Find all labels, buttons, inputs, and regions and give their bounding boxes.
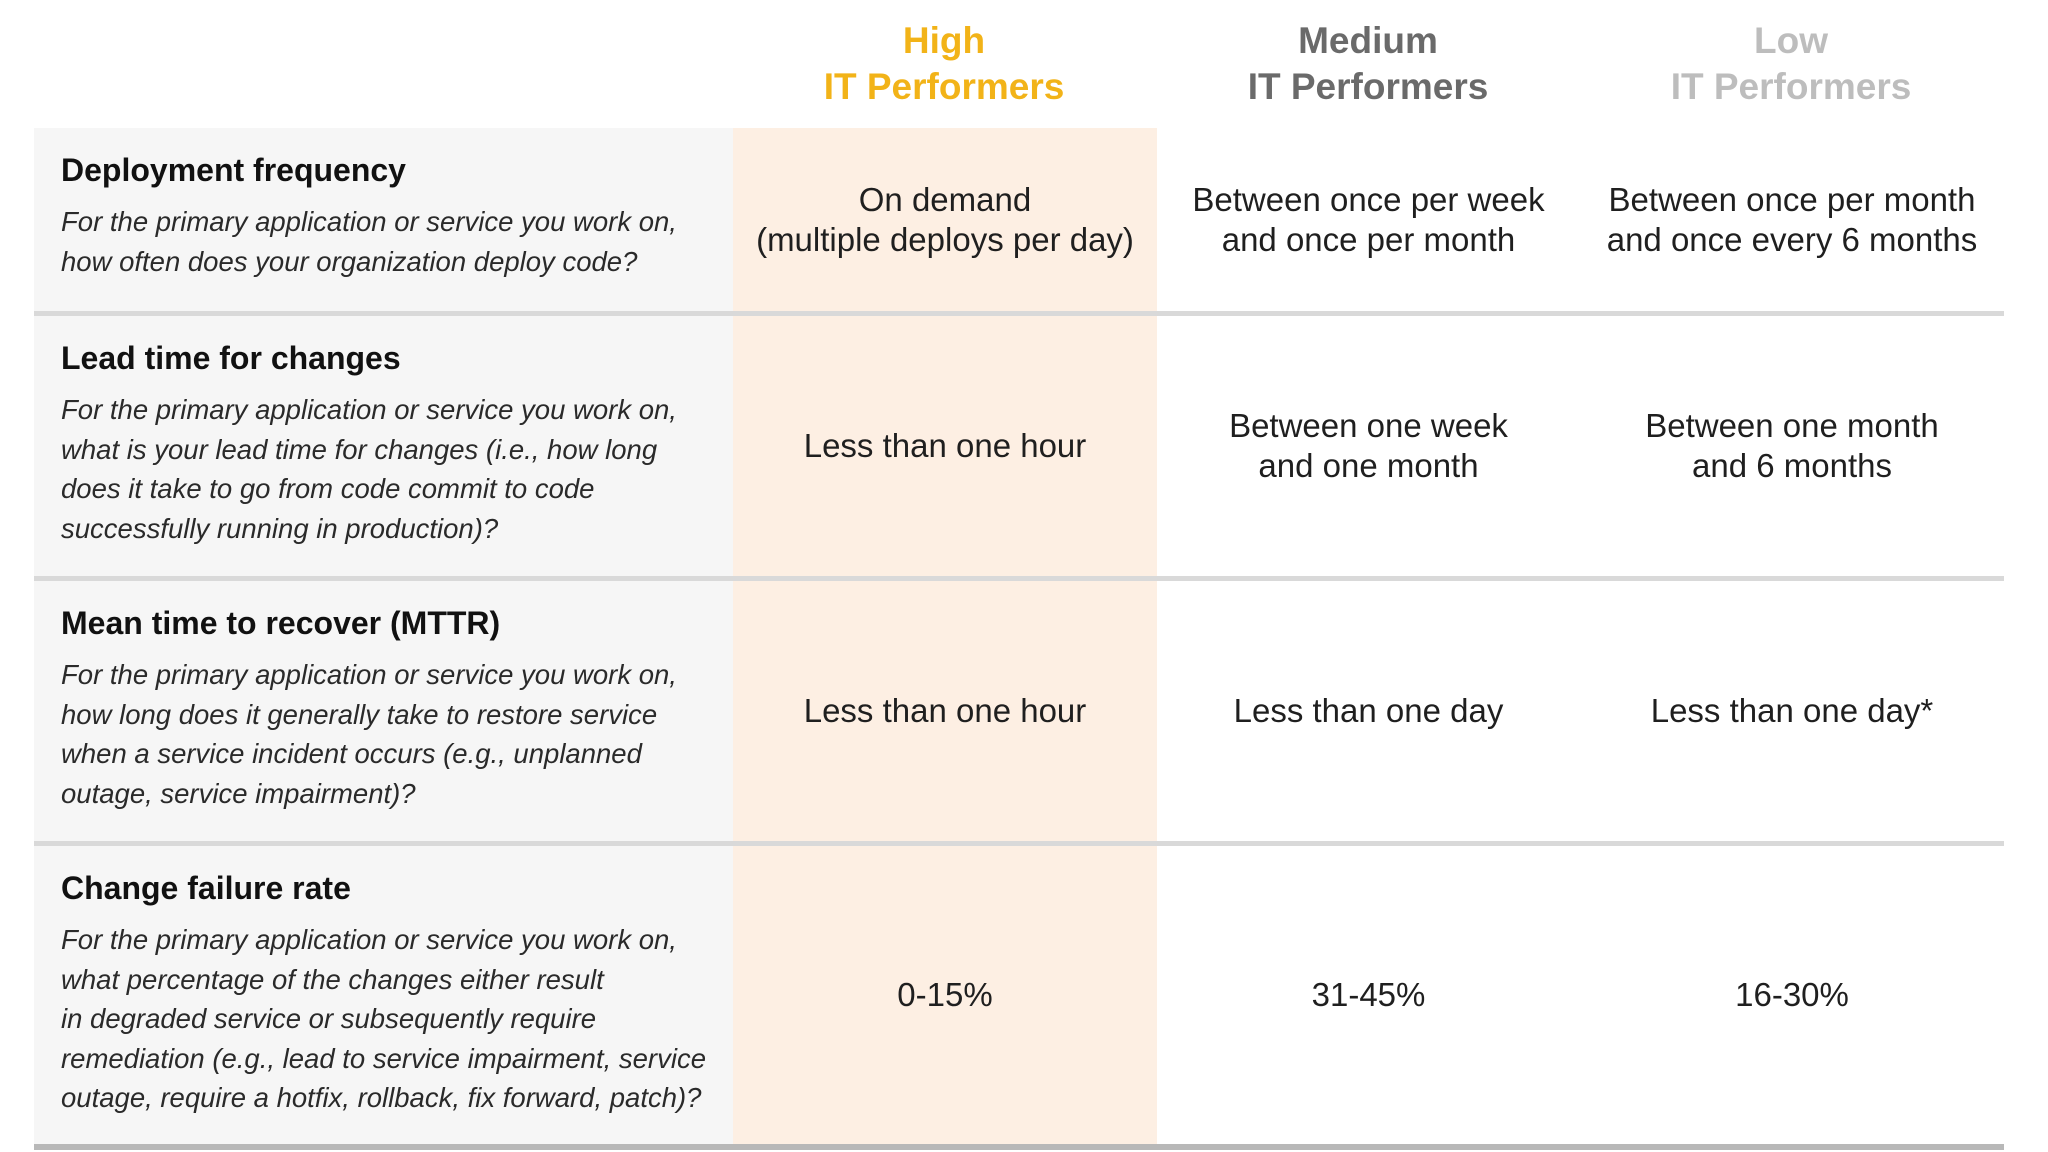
table-row-mttr [34,581,2004,841]
metric-cell [34,581,733,841]
metric-title: Change failure rate [61,870,351,906]
metric-description: For the primary application or service you work on, how long does it generally take to restore service when a service incident occurs (e.g., unplanned outage, service impairment)? [61,659,677,809]
column-header-high [733,18,1155,110]
metric-cell [34,316,733,576]
high-performer-cell: On demand (multiple deploys per day) [733,128,1157,311]
medium-performer-cell: 31-45% [1157,846,1580,1144]
column-header-low-line1: Low [1754,20,1828,61]
low-performer-cell: Between one month and 6 months [1580,316,2004,576]
medium-performer-cell: Less than one day [1157,581,1580,841]
low-performer-cell: 16-30% [1580,846,2004,1144]
column-header-medium-line1: Medium [1298,20,1438,61]
column-header-high-line2: IT Performers [823,66,1065,107]
performance-table [34,128,2004,1150]
metric-title: Lead time for changes [61,340,401,376]
metric-cell [34,128,733,311]
table-row-change-failure-rate [34,846,2004,1144]
table-row-lead-time [34,316,2004,576]
high-performer-cell: Less than one hour [733,316,1157,576]
high-performer-cell: 0-15% [733,846,1157,1144]
column-header-high-line1: High [902,20,986,61]
metric-title: Mean time to recover (MTTR) [61,605,501,641]
table-bottom-rule [34,1144,2004,1150]
table-row-deployment-frequency [34,128,2004,311]
metric-description: For the primary application or service you work on, how often does your organization deploy code? [61,206,677,277]
medium-performer-cell: Between once per week and once per month [1157,128,1580,311]
low-performer-cell: Less than one day* [1580,581,2004,841]
column-header-medium [1157,18,1579,110]
low-performer-cell: Between once per month and once every 6 months [1580,128,2004,311]
column-header-low-line2: IT Performers [1670,66,1912,107]
metric-cell [34,846,733,1144]
column-header-medium-line2: IT Performers [1247,66,1489,107]
high-performer-cell: Less than one hour [733,581,1157,841]
medium-performer-cell: Between one week and one month [1157,316,1580,576]
metric-title: Deployment frequency [61,152,406,188]
metric-description: For the primary application or service you work on, what percentage of the changes either result in degraded service or subsequently require remediation (e.g., lead to service impairment, service outage, require a hotfix, rollback, fix forward, patch)? [61,924,706,1113]
metric-description: For the primary application or service you work on, what is your lead time for changes (i.e., how long does it take to go from code commit to code successfully running in production)? [61,394,677,544]
column-header-low [1580,18,2002,110]
